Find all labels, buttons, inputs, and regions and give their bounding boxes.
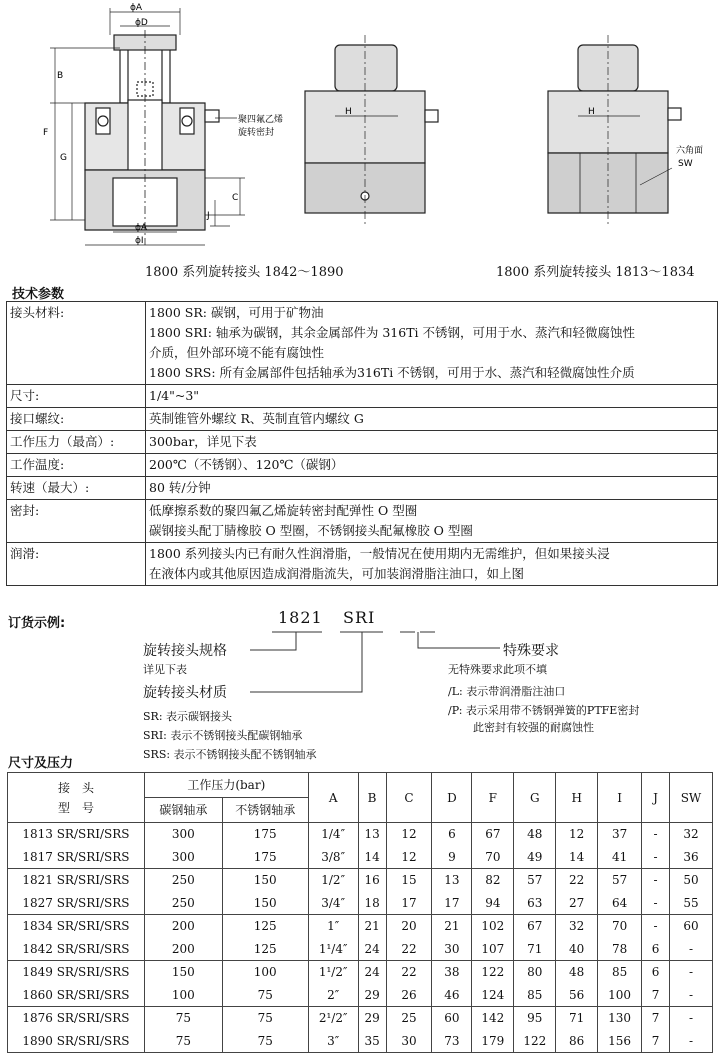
dimension-row (8, 892, 713, 915)
carbon-pressure-cell: 200 (144, 915, 222, 938)
dim-cell-sw: - (669, 938, 712, 961)
dim-cell-h: 40 (556, 938, 598, 961)
dimension-row (8, 984, 713, 1007)
dim-cell-j: - (642, 915, 670, 938)
col-header-a: A (308, 773, 358, 823)
model-header-line1: 接 头 (57, 780, 94, 795)
label-d: ϕD (135, 18, 148, 28)
model-cell: 1813 SR/SRI/SRS (8, 823, 145, 846)
stainless-pressure-cell: 75 (222, 984, 308, 1007)
spec-value (146, 408, 718, 431)
model-header-line2: 型 号 (57, 800, 94, 815)
spec-value (146, 543, 718, 586)
sectional-drawing (50, 8, 245, 245)
dim-cell-i: 100 (598, 984, 642, 1007)
dim-cell-sw: - (669, 1030, 712, 1053)
dim-cell-c: 17 (386, 892, 432, 915)
carbon-pressure-cell: 300 (144, 846, 222, 869)
dim-cell-sw: 55 (669, 892, 712, 915)
dim-cell-c: 30 (386, 1030, 432, 1053)
dimension-row (8, 1007, 713, 1030)
spec-value-line: 1800 系列接头内已有耐久性润滑脂，一般情况在使用期内无需维护，但如果接头浸 (149, 546, 610, 561)
dimension-row (8, 961, 713, 984)
spec-value (146, 302, 718, 385)
order-material-srs: SRS: 表示不锈钢接头配不锈钢轴承 (143, 748, 317, 761)
dimension-row (8, 915, 713, 938)
dim-cell-g: 49 (514, 846, 556, 869)
order-connector-lines (0, 620, 720, 700)
spec-value (146, 385, 718, 408)
order-special-none: 无特殊要求此项不填 (448, 663, 547, 676)
label-g: G (60, 153, 67, 163)
model-cell: 1890 SR/SRI/SRS (8, 1030, 145, 1053)
col-header-h: H (556, 773, 598, 823)
model-cell: 1834 SR/SRI/SRS (8, 915, 145, 938)
dim-cell-i: 78 (598, 938, 642, 961)
dim-cell-sw: 50 (669, 869, 712, 892)
model-cell: 1876 SR/SRI/SRS (8, 1007, 145, 1030)
label-i: ϕI (135, 236, 144, 246)
col-header-f: F (472, 773, 514, 823)
dim-cell-sw: 32 (669, 823, 712, 846)
col-header-i: I (598, 773, 642, 823)
carbon-bearing-header: 碳钢轴承 (144, 798, 222, 823)
dim-cell-f: 94 (472, 892, 514, 915)
order-spec-label: 旋转接头规格 (143, 643, 227, 659)
spec-value-line: 在液体内或其他原因造成润滑脂流失，可加装润滑脂注油口，如上图 (149, 566, 525, 581)
model-cell: 1821 SR/SRI/SRS (8, 869, 145, 892)
dim-cell-g: 80 (514, 961, 556, 984)
spec-value-line: 1800 SR: 碳钢，可用于矿物油 (149, 305, 324, 320)
dim-cell-d: 38 (432, 961, 472, 984)
spec-row (7, 477, 718, 500)
dim-cell-d: 13 (432, 869, 472, 892)
stainless-pressure-cell: 175 (222, 846, 308, 869)
order-special-label: 特殊要求 (503, 643, 559, 659)
dim-cell-a: 2″ (308, 984, 358, 1007)
dim-cell-a: 1¹/2″ (308, 961, 358, 984)
dim-cell-j: - (642, 846, 670, 869)
label-h-right: H (588, 107, 595, 117)
right-drawing-caption: 1800 系列旋转接头 1813～1834 (496, 265, 695, 280)
dim-cell-d: 17 (432, 892, 472, 915)
dim-cell-i: 57 (598, 869, 642, 892)
dim-cell-f: 122 (472, 961, 514, 984)
dim-cell-g: 63 (514, 892, 556, 915)
dim-cell-b: 16 (358, 869, 386, 892)
spec-row (7, 500, 718, 543)
dim-cell-f: 102 (472, 915, 514, 938)
dim-cell-d: 6 (432, 823, 472, 846)
spec-value-line: 碳钢接头配丁腈橡胶 O 型圈，不锈钢接头配氟橡胶 O 型圈 (149, 523, 473, 538)
col-header-sw: SW (669, 773, 712, 823)
model-cell: 1860 SR/SRI/SRS (8, 984, 145, 1007)
dim-cell-g: 48 (514, 823, 556, 846)
left-drawing-caption: 1800 系列旋转接头 1842～1890 (145, 265, 344, 280)
dim-cell-h: 14 (556, 846, 598, 869)
spec-label: 工作压力（最高）: (7, 431, 146, 454)
dim-cell-d: 9 (432, 846, 472, 869)
dim-cell-h: 22 (556, 869, 598, 892)
dim-cell-a: 3/4″ (308, 892, 358, 915)
spec-value-line: 介质，但外部环境不能有腐蚀性 (149, 345, 325, 360)
external-view-1813 (548, 35, 681, 225)
dimension-row (8, 1030, 713, 1053)
pressure-header: 工作压力(bar) (144, 773, 308, 798)
dim-cell-h: 27 (556, 892, 598, 915)
carbon-pressure-cell: 75 (144, 1007, 222, 1030)
dim-cell-j: 6 (642, 938, 670, 961)
dim-cell-i: 130 (598, 1007, 642, 1030)
dim-cell-a: 1/2″ (308, 869, 358, 892)
dim-cell-d: 30 (432, 938, 472, 961)
spec-value-line: 80 转/分钟 (149, 480, 211, 495)
col-header-j: J (642, 773, 670, 823)
dimensions-table (7, 772, 713, 1053)
spec-label: 尺寸: (7, 385, 146, 408)
model-cell: 1827 SR/SRI/SRS (8, 892, 145, 915)
dim-cell-f: 67 (472, 823, 514, 846)
label-h-mid: H (345, 107, 352, 117)
carbon-pressure-cell: 75 (144, 1030, 222, 1053)
dim-cell-b: 13 (358, 823, 386, 846)
col-header-c: C (386, 773, 432, 823)
dim-cell-a: 2¹/2″ (308, 1007, 358, 1030)
order-material-sri: SRI: 表示不锈钢接头配碳钢轴承 (143, 729, 303, 742)
dim-cell-c: 22 (386, 961, 432, 984)
hex-callout-2: SW (678, 159, 693, 169)
spec-label: 接头材料: (7, 302, 146, 385)
label-j: J (207, 211, 210, 221)
carbon-pressure-cell: 250 (144, 869, 222, 892)
label-b: B (57, 71, 64, 81)
spec-label: 润滑: (7, 543, 146, 586)
dim-cell-f: 179 (472, 1030, 514, 1053)
dim-cell-d: 46 (432, 984, 472, 1007)
model-cell: 1842 SR/SRI/SRS (8, 938, 145, 961)
order-special-p-note: 此密封有较强的耐腐蚀性 (473, 721, 594, 734)
dimension-row (8, 938, 713, 961)
order-special-p: /P: 表示采用带不锈钢弹簧的PTFE密封 (448, 704, 640, 717)
dim-cell-d: 60 (432, 1007, 472, 1030)
dim-cell-a: 3″ (308, 1030, 358, 1053)
dim-cell-i: 85 (598, 961, 642, 984)
dim-cell-a: 1″ (308, 915, 358, 938)
dim-cell-f: 70 (472, 846, 514, 869)
spec-row (7, 385, 718, 408)
spec-label: 接口螺纹: (7, 408, 146, 431)
model-header (8, 773, 145, 823)
tech-section-title: 技术参数 (12, 287, 65, 302)
spec-value (146, 431, 718, 454)
dim-cell-g: 71 (514, 938, 556, 961)
spec-label: 密封: (7, 500, 146, 543)
dim-cell-sw: - (669, 984, 712, 1007)
dim-cell-f: 124 (472, 984, 514, 1007)
spec-value-line: 300bar，详见下表 (149, 434, 257, 449)
spec-value-line: 英制锥管外螺纹 R、英制直管内螺纹 G (149, 411, 364, 426)
stainless-pressure-cell: 75 (222, 1030, 308, 1053)
dim-cell-c: 26 (386, 984, 432, 1007)
stainless-bearing-header: 不锈钢轴承 (222, 798, 308, 823)
spec-value (146, 454, 718, 477)
dims-section-title: 尺寸及压力 (8, 756, 74, 771)
dim-cell-a: 1/4″ (308, 823, 358, 846)
label-f: F (43, 128, 49, 138)
col-header-g: G (514, 773, 556, 823)
spec-row (7, 431, 718, 454)
dim-cell-i: 41 (598, 846, 642, 869)
carbon-pressure-cell: 250 (144, 892, 222, 915)
stainless-pressure-cell: 75 (222, 1007, 308, 1030)
order-section-title: 订货示例: (8, 616, 66, 631)
carbon-pressure-cell: 150 (144, 961, 222, 984)
dim-cell-d: 21 (432, 915, 472, 938)
dim-cell-f: 142 (472, 1007, 514, 1030)
dim-cell-j: - (642, 823, 670, 846)
spec-value (146, 500, 718, 543)
spec-row (7, 408, 718, 431)
order-material-label: 旋转接头材质 (143, 685, 227, 701)
dim-cell-g: 57 (514, 869, 556, 892)
dim-cell-f: 82 (472, 869, 514, 892)
spec-value-line: 1800 SRI: 轴承为碳钢，其余金属部件为 316Ti 不锈钢，可用于水、蒸汽和轻微腐蚀性 (149, 325, 636, 340)
dim-cell-a: 1¹/4″ (308, 938, 358, 961)
seal-callout-1: 聚四氟乙烯 (238, 115, 284, 125)
carbon-pressure-cell: 300 (144, 823, 222, 846)
dimension-row (8, 869, 713, 892)
dim-cell-i: 64 (598, 892, 642, 915)
carbon-pressure-cell: 200 (144, 938, 222, 961)
spec-value (146, 477, 718, 500)
label-a-bottom: ϕA (135, 223, 148, 233)
stainless-pressure-cell: 100 (222, 961, 308, 984)
order-code-material: SRI (343, 608, 376, 627)
dim-cell-g: 95 (514, 1007, 556, 1030)
order-spec-sub: 详见下表 (143, 663, 187, 676)
dim-cell-a: 3/8″ (308, 846, 358, 869)
dim-cell-sw: 36 (669, 846, 712, 869)
stainless-pressure-cell: 175 (222, 823, 308, 846)
technical-drawings (0, 0, 720, 258)
dim-cell-c: 15 (386, 869, 432, 892)
dim-cell-j: - (642, 892, 670, 915)
dim-cell-j: 7 (642, 984, 670, 1007)
dim-cell-f: 107 (472, 938, 514, 961)
label-a-top: ϕA (130, 3, 143, 13)
spec-row (7, 302, 718, 385)
dimension-row (8, 846, 713, 869)
dim-cell-i: 37 (598, 823, 642, 846)
dim-cell-h: 12 (556, 823, 598, 846)
order-special-l: /L: 表示带润滑脂注油口 (448, 685, 566, 698)
dim-cell-j: 7 (642, 1030, 670, 1053)
col-header-d: D (432, 773, 472, 823)
hex-callout-1: 六角面 (676, 146, 704, 156)
col-header-b: B (358, 773, 386, 823)
seal-callout-2: 旋转密封 (238, 128, 275, 138)
dim-cell-b: 29 (358, 1007, 386, 1030)
dim-cell-b: 18 (358, 892, 386, 915)
carbon-pressure-cell: 100 (144, 984, 222, 1007)
dim-cell-c: 12 (386, 823, 432, 846)
order-material-sr: SR: 表示碳钢接头 (143, 710, 233, 723)
dim-cell-j: 7 (642, 1007, 670, 1030)
model-cell: 1817 SR/SRI/SRS (8, 846, 145, 869)
dim-cell-d: 73 (432, 1030, 472, 1053)
dim-cell-b: 14 (358, 846, 386, 869)
dim-cell-g: 122 (514, 1030, 556, 1053)
dim-cell-h: 56 (556, 984, 598, 1007)
dim-cell-c: 12 (386, 846, 432, 869)
dim-cell-j: - (642, 869, 670, 892)
dim-cell-c: 25 (386, 1007, 432, 1030)
dimension-row (8, 823, 713, 846)
dim-cell-g: 85 (514, 984, 556, 1007)
dim-cell-h: 71 (556, 1007, 598, 1030)
spec-label: 工作温度: (7, 454, 146, 477)
order-code-number: 1821 (278, 608, 323, 627)
spec-row (7, 543, 718, 586)
dim-cell-b: 24 (358, 961, 386, 984)
dim-cell-j: 6 (642, 961, 670, 984)
dim-cell-g: 67 (514, 915, 556, 938)
model-cell: 1849 SR/SRI/SRS (8, 961, 145, 984)
spec-value-line: 1800 SRS: 所有金属部件包括轴承为316Ti 不锈钢，可用于水、蒸汽和轻微腐蚀性介质 (149, 365, 635, 380)
dim-cell-sw: - (669, 1007, 712, 1030)
spec-value-line: 低摩擦系数的聚四氟乙烯旋转密封配弹性 O 型圈 (149, 503, 418, 518)
dim-cell-h: 86 (556, 1030, 598, 1053)
spec-value-line: 200℃（不锈钢）、120℃（碳钢） (149, 457, 344, 472)
stainless-pressure-cell: 125 (222, 938, 308, 961)
dim-cell-sw: 60 (669, 915, 712, 938)
spec-row (7, 454, 718, 477)
dim-cell-c: 22 (386, 938, 432, 961)
dim-cell-b: 29 (358, 984, 386, 1007)
dim-cell-b: 24 (358, 938, 386, 961)
stainless-pressure-cell: 150 (222, 892, 308, 915)
dim-cell-i: 70 (598, 915, 642, 938)
dim-cell-b: 35 (358, 1030, 386, 1053)
label-c: C (232, 193, 239, 203)
tech-spec-table (6, 301, 718, 586)
spec-label: 转速（最大）: (7, 477, 146, 500)
dim-cell-i: 156 (598, 1030, 642, 1053)
dim-cell-h: 48 (556, 961, 598, 984)
stainless-pressure-cell: 150 (222, 869, 308, 892)
dim-cell-sw: - (669, 961, 712, 984)
spec-value-line: 1/4"~3" (149, 388, 200, 403)
stainless-pressure-cell: 125 (222, 915, 308, 938)
dim-cell-c: 20 (386, 915, 432, 938)
external-view-1842 (305, 35, 438, 225)
dim-cell-h: 32 (556, 915, 598, 938)
dim-cell-b: 21 (358, 915, 386, 938)
